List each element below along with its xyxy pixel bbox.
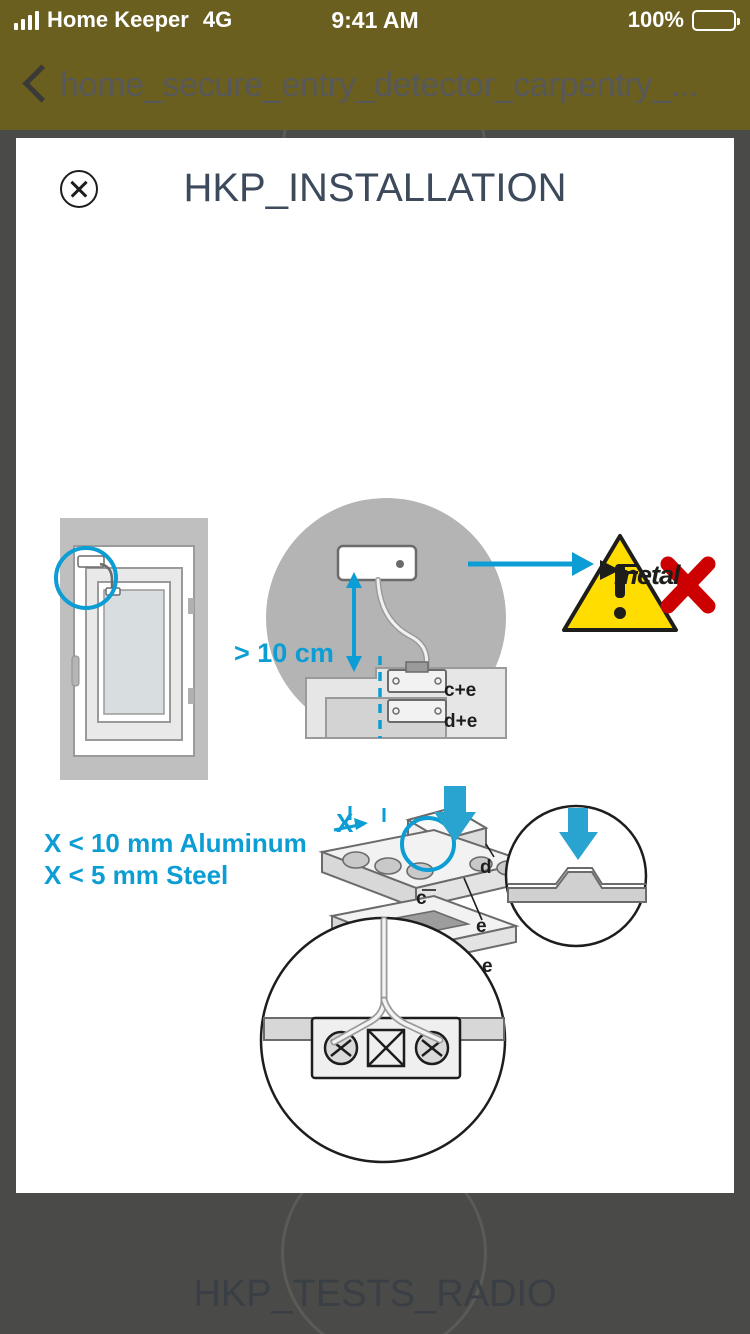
label-part-c-plus-e: c+e — [444, 680, 477, 701]
background-footer-title: HKP_TESTS_RADIO — [193, 1273, 557, 1315]
label-x-dimension: X — [336, 808, 354, 838]
label-part-d: d — [480, 857, 492, 878]
status-bar-left — [14, 7, 232, 33]
navigation-bar — [0, 40, 750, 130]
status-bar — [0, 0, 750, 40]
label-steel-thickness: X < 5 mm Steel — [44, 860, 229, 890]
label-part-e-lower: e — [482, 956, 493, 977]
chevron-left-icon[interactable] — [16, 61, 56, 109]
label-part-e-upper: e — [476, 916, 487, 937]
metal-word-label: metal — [614, 560, 680, 590]
clock-label: 9:41 AM — [331, 6, 419, 33]
label-distance: > 10 cm — [234, 638, 334, 668]
network-type-label: 4G — [202, 7, 233, 32]
installation-diagram — [16, 368, 734, 1168]
diagram-graphic — [16, 368, 734, 1168]
installation-modal — [16, 138, 734, 1193]
page-title: home_secure_entry_detector_carpentry_... — [60, 65, 699, 104]
label-aluminum-thickness: X < 10 mm Aluminum — [44, 828, 307, 858]
battery-full-icon — [692, 10, 736, 31]
battery-percent-label: 100% — [627, 7, 684, 32]
carrier-label: Home Keeper — [47, 7, 189, 32]
modal-title: HKP_INSTALLATION — [183, 166, 567, 210]
label-part-d-plus-e: d+e — [444, 711, 478, 732]
signal-bars-icon — [14, 10, 39, 30]
status-bar-right — [628, 7, 736, 33]
label-part-c: c — [416, 888, 427, 909]
